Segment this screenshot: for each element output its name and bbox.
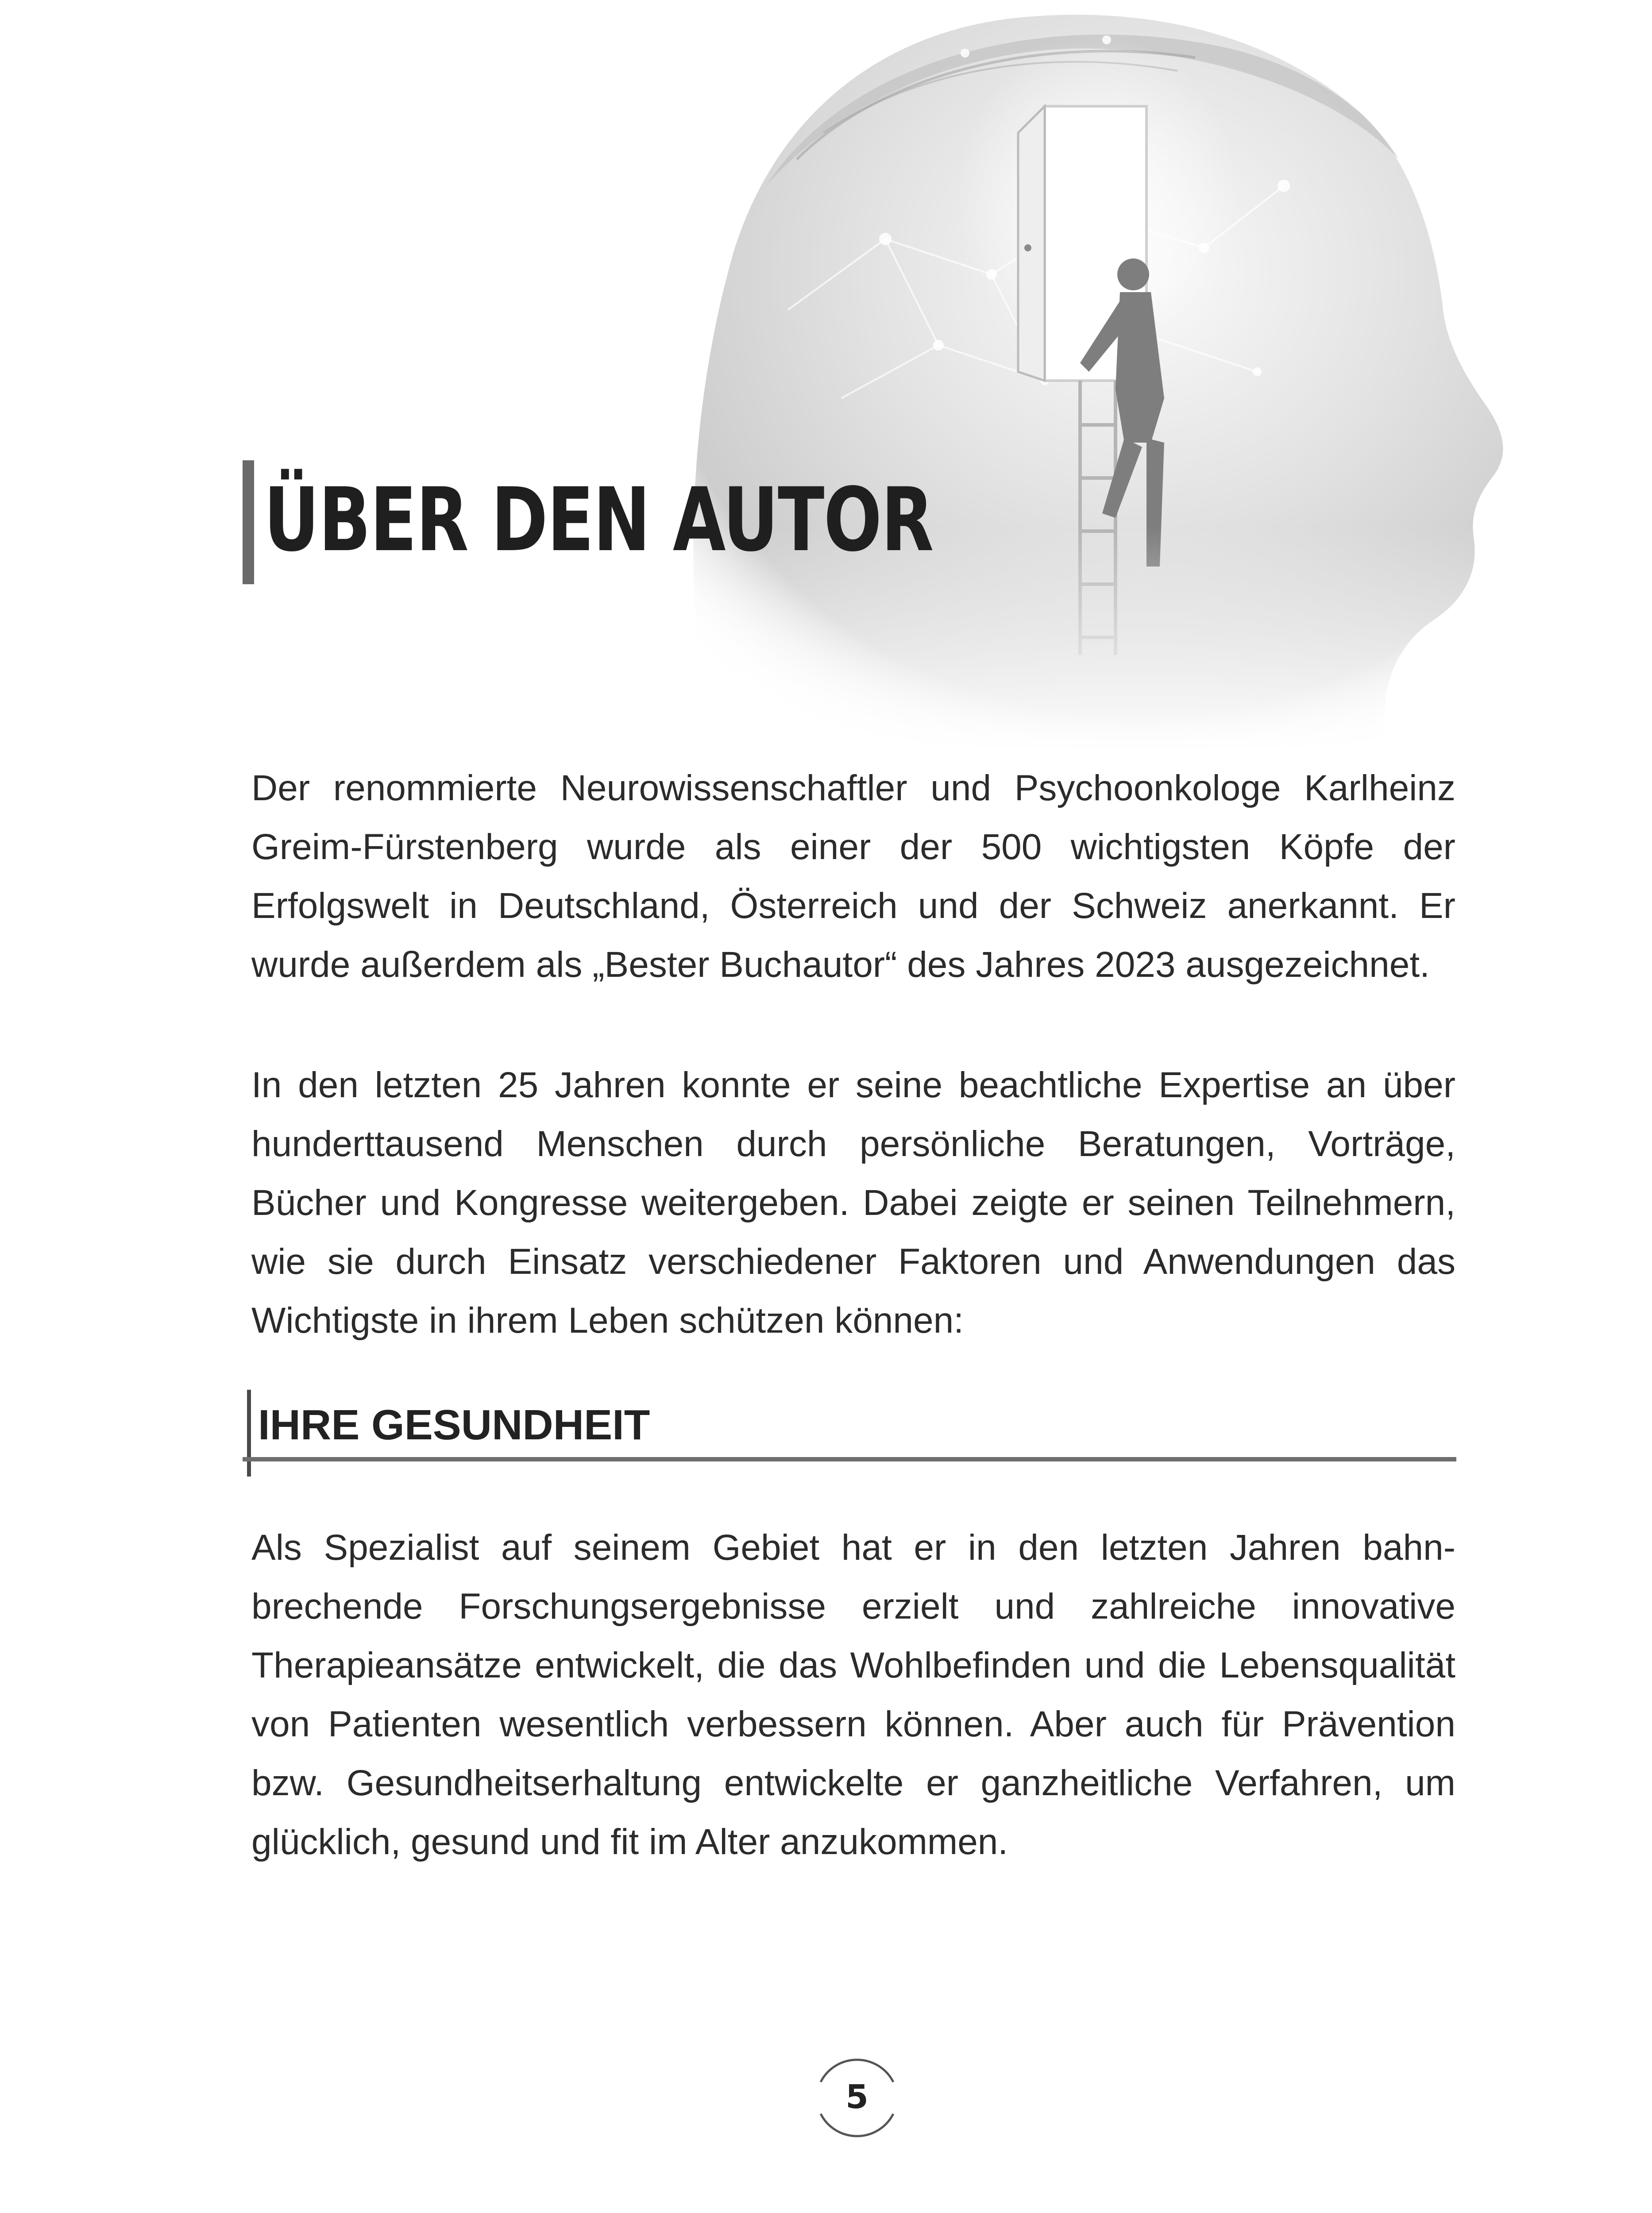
health-paragraph: Als Spezialist auf seinem Gebiet hat er in den letzten Jahren bahnbrechende Forschungsergebnisse erzielt und zahlreiche innovative Therapieansätze entwickelt, die das Wohlbefinden und die Lebensqualität von Patienten wesentlich verbessern können. Aber auch für Prävention bzw. Gesundheitserhaltung entwickelte er ganzheitliche Verfahren, um glücklich, gesund und fit im Alter anzukommen. — [251, 1527, 1455, 1862]
section-title: IHRE GESUNDHEIT — [258, 1401, 650, 1449]
section-tick-mark — [247, 1390, 251, 1477]
head-silhouette-illustration — [655, 0, 1540, 752]
section-heading — [243, 1390, 1456, 1478]
experience-paragraph: In den letzten 25 Jahren konnte er seine beachtliche Expertise an über hunderttausend Menschen durch persönliche Beratungen, Vorträge, Bücher und Kongresse weitergeben. Dabei zeigte er seinen Teilnehmern, wie sie durch Einsatz verschiedener Faktoren und Anwendungen das Wichtigste in ihrem Leben schützen können: — [251, 1065, 1455, 1341]
title-accent-bar — [243, 460, 254, 584]
intro-paragraph: Der renommierte Neurowissenschaftler und Psychoonkologe Karlheinz Greim-Fürstenberg wurde als einer der 500 wichtigsten Köpfe der Erfolgswelt in Deutschland, Österreich und der Schweiz anerkannt. Er wurde außerdem als „Bester Buchautor“ des Jahres 2023 ausgezeichnet. — [251, 768, 1455, 985]
page-number-badge — [813, 2054, 901, 2142]
section-divider — [243, 1457, 1456, 1461]
page-number: 5 — [845, 2078, 868, 2116]
page-title: ÜBER DEN AUTOR — [264, 469, 933, 571]
